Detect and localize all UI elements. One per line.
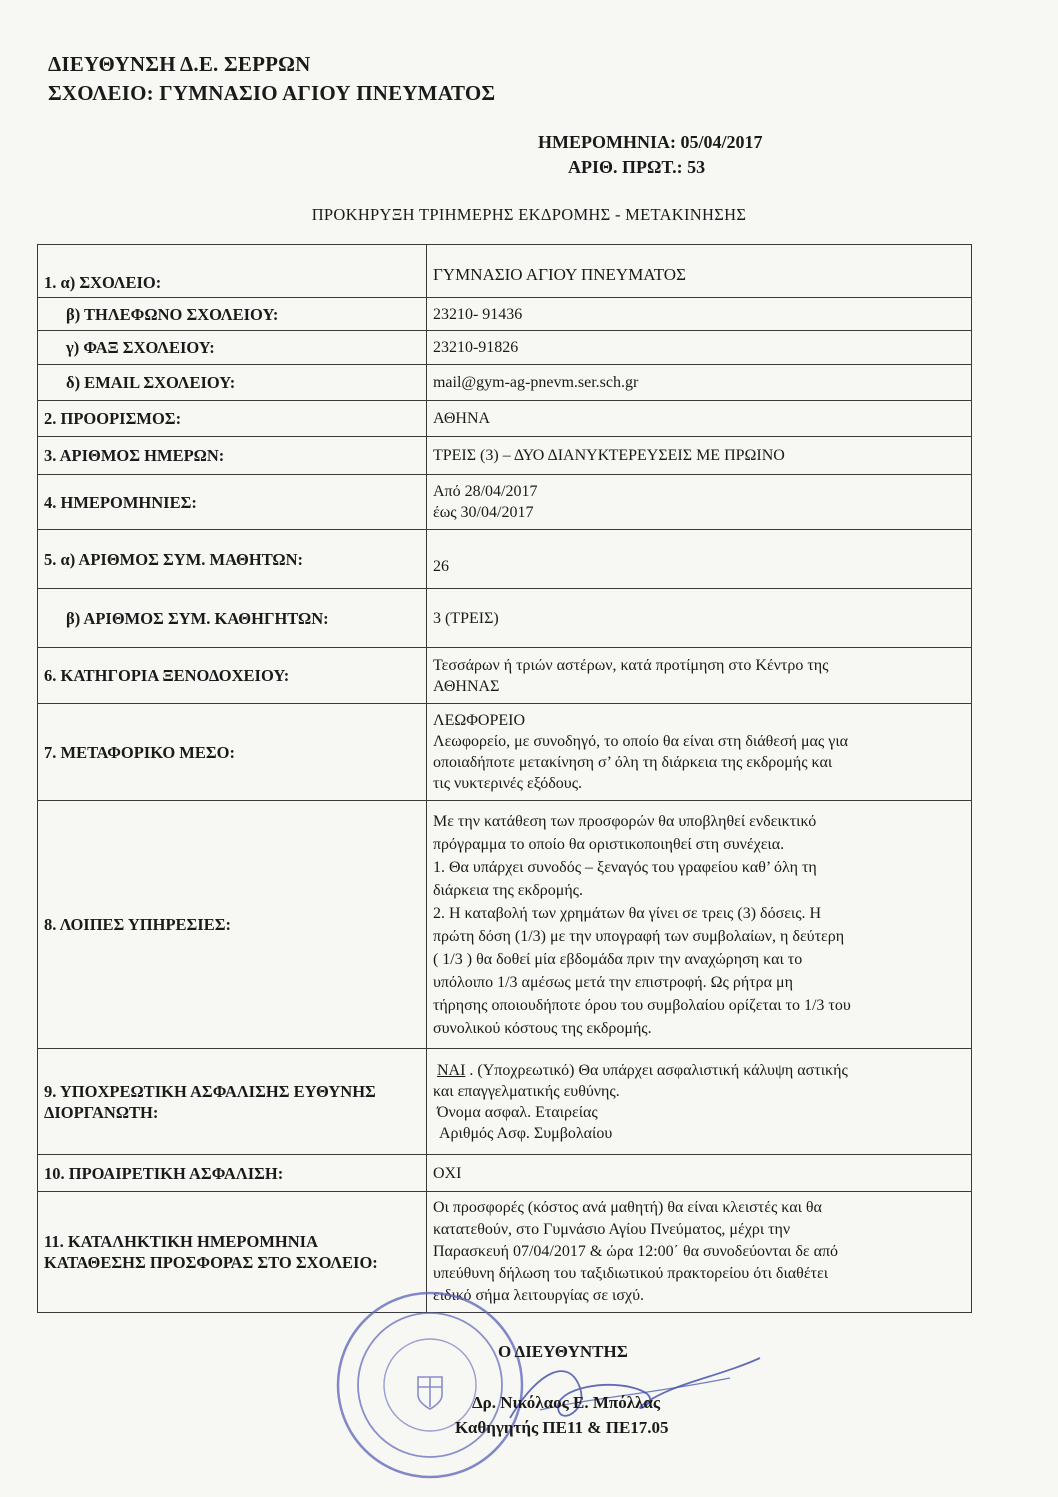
document-date: ΗΜΕΡΟΜΗΝΙΑ: 05/04/2017	[538, 132, 763, 152]
principal-role: Καθηγητής ΠΕ11 & ΠΕ17.05	[455, 1418, 669, 1437]
row-value	[426, 648, 971, 704]
row-value	[426, 475, 971, 530]
value-line: και επαγγελματικής ευθύνης.	[432, 1082, 620, 1100]
table-row	[38, 801, 972, 1049]
header-directorate: ΔΙΕΥΘΥΝΣΗ Δ.Ε. ΣΕΡΡΩΝ	[48, 52, 311, 76]
value-line: Με την κατάθεση των προσφορών θα υποβληθεί ενδεικτικό	[432, 812, 817, 830]
table-row	[38, 298, 972, 331]
value-line: 3 (ΤΡΕΙΣ)	[432, 609, 499, 627]
row-label: 11. ΚΑΤΑΛΗΚΤΙΚΗ ΗΜΕΡΟΜΗΝΙΑ ΚΑΤΑΘΕΣΗΣ ΠΡΟΣΦΟΡΑΣ ΣΤΟ ΣΧΟΛΕΙΟ:	[38, 1192, 427, 1313]
row-label: 7. ΜΕΤΑΦΟΡΙΚΟ ΜΕΣΟ:	[38, 704, 427, 801]
value-line: ΑΘΗΝΑΣ	[432, 677, 500, 695]
value-underlined: ΝΑΙ	[436, 1061, 466, 1079]
value-line: πρόγραμμα το οποίο θα οριστικοποιηθεί στη συνέχεια.	[432, 835, 785, 853]
value-text: . (Υποχρεωτικό) Θα υπάρχει ασφαλιστική κάλυψη αστικής	[465, 1061, 848, 1079]
value-line: 26	[432, 557, 449, 575]
table-row	[38, 704, 972, 801]
row-label: 5. α) ΑΡΙΘΜΟΣ ΣΥΜ. ΜΑΘΗΤΩΝ:	[38, 530, 427, 589]
value-line: Οι προσφορές (κόστος ανά μαθητή) θα είναι κλειστές και θα	[432, 1199, 822, 1216]
row-label: β) ΑΡΙΘΜΟΣ ΣΥΜ. ΚΑΘΗΓΗΤΩΝ:	[38, 589, 427, 648]
table-row	[38, 530, 972, 589]
row-label: β) ΤΗΛΕΦΩΝΟ ΣΧΟΛΕΙΟΥ:	[38, 298, 427, 331]
table-row	[38, 1049, 972, 1155]
value-line: πρώτη δόση (1/3) με την υπογραφή των συμβολαίων, η δεύτερη	[432, 927, 845, 945]
row-label: 1. α) ΣΧΟΛΕΙΟ:	[38, 245, 427, 298]
value-line: οποιαδήποτε μετακίνηση σ’ όλη τη διάρκεια της εκδρομής και	[432, 754, 833, 771]
row-value	[426, 1155, 971, 1192]
row-label: 4. ΗΜΕΡΟΜΗΝΙΕΣ:	[38, 475, 427, 530]
value-line: 23210- 91436	[432, 305, 523, 323]
document-title: ΠΡΟΚΗΡΥΞΗ ΤΡΙΗΜΕΡΗΣ ΕΚΔΡΟΜΗΣ - ΜΕΤΑΚΙΝΗΣΗΣ	[311, 205, 747, 224]
value-line: τήρησης οποιουδήποτε όρου του συμβολαίου ορίζεται το 1/3 του	[432, 996, 851, 1014]
value-line: υπόλοιπο 1/3 αμέσως μετά την επιστροφή. Ως ρήτρα μη	[432, 973, 793, 991]
value-line: ( 1/3 ) θα δοθεί μία εβδομάδα πριν την αναχώρηση και το	[432, 950, 803, 968]
row-label: 10. ΠΡΟΑΙΡΕΤΙΚΗ ΑΣΦΑΛΙΣΗ:	[38, 1155, 427, 1192]
row-value	[426, 331, 971, 365]
table-row	[38, 1155, 972, 1192]
row-value	[426, 589, 971, 648]
value-line: υπεύθυνη δήλωση του ταξιδιωτικού πρακτορείου ότι διαθέτει	[432, 1265, 828, 1282]
value-line: κατατεθούν, στο Γυμνάσιο Αγίου Πνεύματος, μέχρι την	[432, 1221, 791, 1238]
principal-title: Ο ΔΙΕΥΘΥΝΤΗΣ	[498, 1342, 628, 1361]
row-label: 2. ΠΡΟΟΡΙΣΜΟΣ:	[38, 401, 427, 437]
value-line: συνολικού κόστους της εκδρομής.	[432, 1019, 652, 1037]
value-line: ΑΘΗΝΑ	[432, 410, 491, 427]
table-row	[38, 437, 972, 475]
value-line: mail@gym-ag-pnevm.ser.sch.gr	[432, 374, 639, 391]
row-label: 3. ΑΡΙΘΜΟΣ ΗΜΕΡΩΝ:	[38, 437, 427, 475]
row-value	[426, 298, 971, 331]
value-line: 23210-91826	[432, 339, 519, 356]
announcement-table	[37, 244, 972, 1313]
value-line: διάρκεια της εκδρομής.	[432, 881, 584, 899]
value-line: Τεσσάρων ή τριών αστέρων, κατά προτίμηση στο Κέντρο της	[432, 656, 829, 674]
row-value	[426, 401, 971, 437]
row-value	[426, 1049, 971, 1155]
value-line: ΤΡΕΙΣ (3) – ΔΥΟ ΔΙΑΝΥΚΤΕΡΕΥΣΕΙΣ ΜΕ ΠΡΩΙΝΟ	[432, 447, 785, 464]
value-line: Από 28/04/2017	[432, 483, 538, 500]
protocol-number: ΑΡΙΘ. ΠΡΩΤ.: 53	[568, 157, 706, 177]
row-value	[426, 245, 971, 298]
value-line: 1. Θα υπάρχει συνοδός – ξεναγός του γραφείου καθ’ όλη τη	[432, 858, 817, 876]
table-row	[38, 401, 972, 437]
value-line: 2. Η καταβολή των χρημάτων θα γίνει σε τρεις (3) δόσεις. Η	[432, 904, 822, 922]
value-line: ΓΥΜΝΑΣΙΟ ΑΓΙΟΥ ΠΝΕΥΜΑΤΟΣ	[432, 264, 686, 284]
table-row	[38, 589, 972, 648]
header-school: ΣΧΟΛΕΙΟ: ΓΥΜΝΑΣΙΟ ΑΓΙΟΥ ΠΝΕΥΜΑΤΟΣ	[48, 81, 496, 105]
row-value	[426, 437, 971, 475]
value-line: ΟΧΙ	[432, 1164, 462, 1182]
table-row	[38, 648, 972, 704]
row-value	[426, 530, 971, 589]
table-row	[38, 245, 972, 298]
table-row	[38, 365, 972, 401]
value-line: ΛΕΩΦΟΡΕΙΟ	[432, 712, 526, 729]
principal-name: Δρ. Νικόλαος Ε. Μπόλλας	[472, 1393, 661, 1412]
table-row	[38, 475, 972, 530]
row-label: γ) ΦΑΞ ΣΧΟΛΕΙΟΥ:	[38, 331, 427, 365]
value-line: έως 30/04/2017	[432, 504, 534, 521]
row-value	[426, 704, 971, 801]
row-value	[426, 365, 971, 401]
value-line	[433, 1060, 965, 1081]
value-line: τις νυκτερινές εξόδους.	[432, 775, 583, 792]
row-label: 9. ΥΠΟΧΡΕΩΤΙΚΗ ΑΣΦΑΛΙΣΗΣ ΕΥΘΥΝΗΣ ΔΙΟΡΓΑΝΩΤΗ:	[38, 1049, 427, 1155]
value-line: ειδικό σήμα λειτουργίας σε ισχύ.	[432, 1287, 645, 1304]
table-row	[38, 331, 972, 365]
row-label: δ) EMAIL ΣΧΟΛΕΙΟΥ:	[38, 365, 427, 401]
value-line: Λεωφορείο, με συνοδηγό, το οποίο θα είναι στη διάθεσή μας για	[432, 733, 848, 750]
value-line: Αριθμός Ασφ. Συμβολαίου	[438, 1124, 613, 1142]
row-label: 8. ΛΟΙΠΕΣ ΥΠΗΡΕΣΙΕΣ:	[38, 801, 427, 1049]
row-value	[426, 801, 971, 1049]
value-line: Όνομα ασφαλ. Εταιρείας	[436, 1103, 598, 1121]
row-label: 6. ΚΑΤΗΓΟΡΙΑ ΞΕΝΟΔΟΧΕΙΟΥ:	[38, 648, 427, 704]
value-line: Παρασκευή 07/04/2017 & ώρα 12:00΄ θα συνοδεύονται δε από	[432, 1243, 839, 1260]
